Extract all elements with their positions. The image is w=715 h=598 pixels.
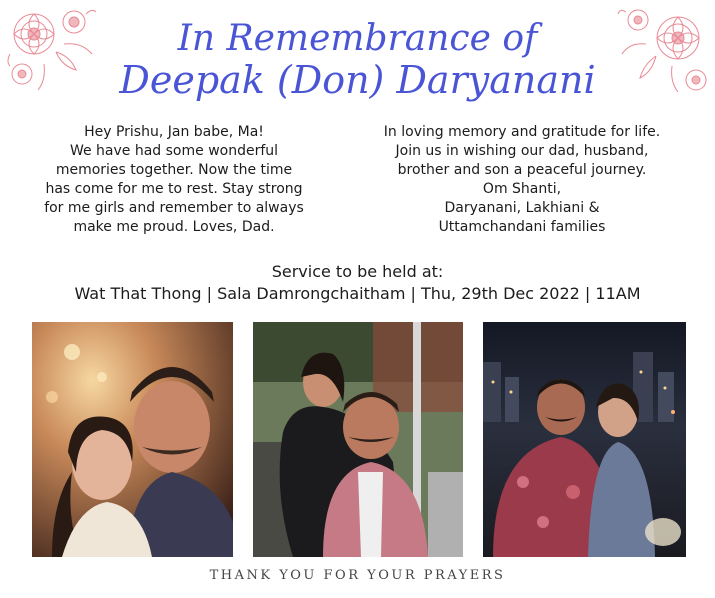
title-name: Deepak (Don) Daryanani [119,58,596,102]
message-line: for me girls and remember to always [44,200,304,216]
message-line: Join us in wishing our dad, husband, [395,143,649,159]
photo-1 [32,322,233,557]
message-line: We have had some wonderful [69,143,279,159]
footer-thanks: THANK YOU FOR YOUR PRAYERS [209,568,506,583]
message-line: In loving memory and gratitude for life. [383,124,661,140]
message-line: Hey Prishu, Jan babe, Ma! [84,124,264,140]
message-from-family [352,123,692,237]
message-line: Daryanani, Lakhiani & [444,200,600,216]
service-details: Wat That Thong | Sala Damrongchaitham | Thu, 29th Dec 2022 | 11AM [74,284,641,303]
photo-2 [253,322,463,557]
service-heading: Service to be held at: [271,262,444,281]
title-line-1: In Remembrance of [177,18,538,59]
message-from-dad [14,123,334,237]
message-line: make me proud. Loves, Dad. [73,219,275,235]
message-line: brother and son a peaceful journey. [397,162,647,178]
message-line: Uttamchandani families [438,219,606,235]
photo-3 [483,322,686,557]
message-line: memories together. Now the time [55,162,293,178]
message-line: has come for me to rest. Stay strong [45,181,303,197]
message-line: Om Shanti, [482,181,562,197]
